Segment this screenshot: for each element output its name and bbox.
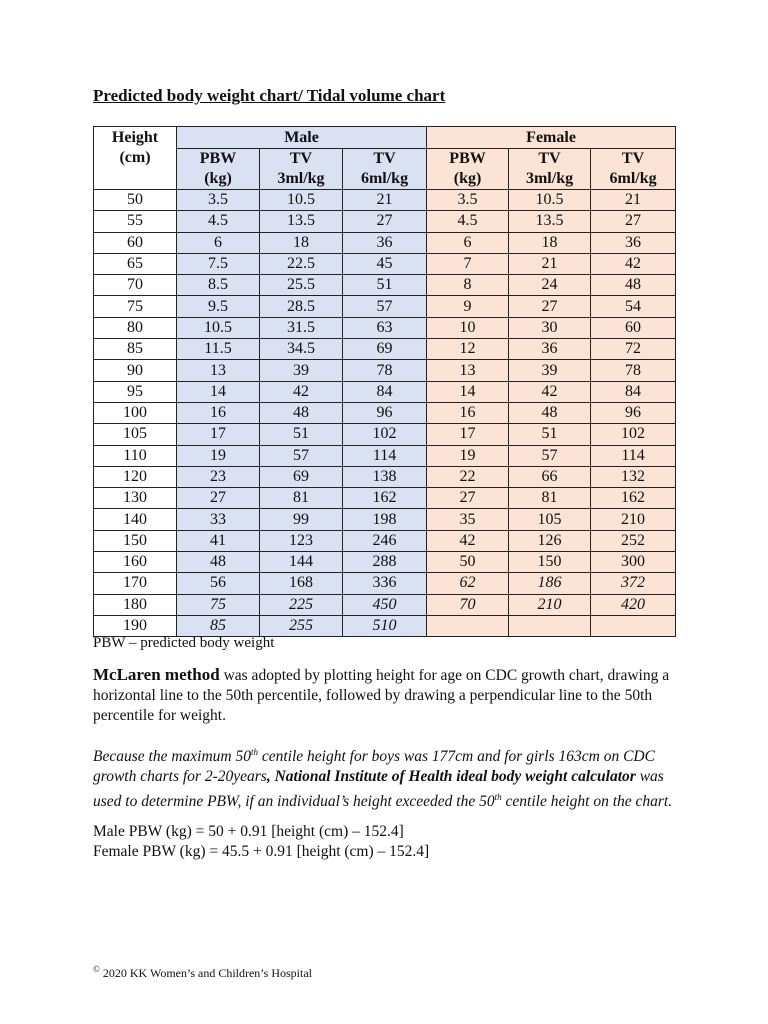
column-header-line: (kg)	[453, 170, 482, 187]
table-cell: 162	[343, 488, 427, 509]
table-cell: 70	[427, 594, 509, 615]
table-cell: 19	[177, 445, 260, 466]
table-cell: 78	[591, 360, 676, 381]
height-cell: 80	[94, 317, 177, 338]
table-cell: 16	[177, 402, 260, 423]
table-cell: 13.5	[509, 211, 591, 232]
table-cell: 138	[343, 466, 427, 487]
table-cell: 144	[260, 552, 343, 573]
table-cell: 11.5	[177, 339, 260, 360]
table-cell: 12	[427, 339, 509, 360]
height-cell: 50	[94, 190, 177, 211]
table-cell: 39	[509, 360, 591, 381]
table-cell: 27	[591, 211, 676, 232]
table-cell: 84	[343, 381, 427, 402]
table-cell: 81	[260, 488, 343, 509]
table-cell: 31.5	[260, 317, 343, 338]
table-cell: 13	[427, 360, 509, 381]
table-cell: 246	[343, 530, 427, 551]
height-cell: 100	[94, 402, 177, 423]
table-cell: 48	[509, 402, 591, 423]
table-cell: 102	[591, 424, 676, 445]
height-cell: 180	[94, 594, 177, 615]
centile-sup-2: th	[494, 792, 502, 803]
table-cell: 21	[509, 253, 591, 274]
column-header-line: 3ml/kg	[525, 170, 574, 187]
table-cell: 450	[343, 594, 427, 615]
centile-sup-1: th	[250, 747, 258, 757]
table-cell: 51	[509, 424, 591, 445]
table-row	[94, 445, 676, 466]
table-cell: 27	[427, 488, 509, 509]
table-row	[94, 232, 676, 253]
table-cell: 51	[260, 424, 343, 445]
centile-text-b: centile height for boys was 177cm and for girls 163cm on CDC growth charts for 2-20years	[93, 748, 655, 786]
table-cell: 14	[177, 381, 260, 402]
table-cell: 81	[509, 488, 591, 509]
height-cell: 170	[94, 573, 177, 594]
table-cell: 225	[260, 594, 343, 615]
table-cell: 23	[177, 466, 260, 487]
table-cell: 13.5	[260, 211, 343, 232]
table-cell: 99	[260, 509, 343, 530]
table-row	[94, 381, 676, 402]
height-cell: 120	[94, 466, 177, 487]
column-header	[343, 149, 427, 190]
table-cell: 114	[591, 445, 676, 466]
table-cell: 3.5	[177, 190, 260, 211]
table-cell	[591, 615, 676, 636]
table-cell: 48	[260, 402, 343, 423]
table-cell: 34.5	[260, 339, 343, 360]
table-cell: 48	[177, 552, 260, 573]
table-cell: 78	[343, 360, 427, 381]
column-header-line: TV	[538, 150, 561, 167]
column-header	[591, 149, 676, 190]
page-title: Predicted body weight chart/ Tidal volume chart	[93, 86, 446, 105]
table-cell: 33	[177, 509, 260, 530]
column-header-line: PBW	[199, 150, 237, 167]
nih-calculator-bold: , National Institute of Health ideal body weight calculator	[266, 768, 636, 786]
table-cell: 372	[591, 573, 676, 594]
table-cell: 42	[509, 381, 591, 402]
table-cell: 69	[343, 339, 427, 360]
table-cell: 336	[343, 573, 427, 594]
table-cell: 10.5	[509, 190, 591, 211]
male-pbw-formula: Male PBW (kg) = 50 + 0.91 [height (cm) – 152.4]	[93, 823, 404, 840]
table-cell: 186	[509, 573, 591, 594]
table-cell: 57	[260, 445, 343, 466]
table-cell: 35	[427, 509, 509, 530]
table-cell: 132	[591, 466, 676, 487]
copyright-text: 2020 KK Women’s and Children’s Hospital	[99, 966, 312, 980]
column-header	[427, 149, 509, 190]
table-cell: 42	[260, 381, 343, 402]
table-cell: 8.5	[177, 275, 260, 296]
mclaren-bold: McLaren method	[93, 665, 220, 684]
table-row	[94, 275, 676, 296]
centile-text-d: if an individual’s height exceeded the 50	[245, 793, 495, 811]
column-header-line: PBW	[449, 150, 486, 167]
table-cell: 21	[343, 190, 427, 211]
table-cell: 51	[343, 275, 427, 296]
table-cell: 45	[343, 253, 427, 274]
table-cell: 510	[343, 615, 427, 636]
table-cell: 18	[260, 232, 343, 253]
table-cell: 57	[509, 445, 591, 466]
table-cell: 126	[509, 530, 591, 551]
table-cell: 21	[591, 190, 676, 211]
column-header-line: TV	[373, 150, 396, 167]
pbw-tidal-volume-table	[93, 126, 676, 637]
table-cell: 41	[177, 530, 260, 551]
column-header	[509, 149, 591, 190]
table-cell: 60	[591, 317, 676, 338]
table-cell: 210	[591, 509, 676, 530]
table-cell: 6	[427, 232, 509, 253]
table-cell: 63	[343, 317, 427, 338]
height-cell: 130	[94, 488, 177, 509]
column-header-line: 3ml/kg	[277, 170, 325, 187]
column-header-line: TV	[621, 150, 645, 167]
table-cell: 168	[260, 573, 343, 594]
table-row	[94, 466, 676, 487]
table-cell: 30	[509, 317, 591, 338]
mclaren-text: was adopted by plotting height for age on CDC growth chart, drawing a horizontal line to the 50th percentile, followed by drawing a perpendicular line to the 50th percentile for weight.	[93, 667, 670, 724]
table-cell: 16	[427, 402, 509, 423]
mclaren-paragraph	[93, 665, 683, 726]
table-cell: 96	[591, 402, 676, 423]
column-header-line: 6ml/kg	[360, 170, 409, 187]
column-header	[260, 149, 343, 190]
centile-text-a: Because the maximum 50	[93, 748, 251, 766]
table-cell: 57	[343, 296, 427, 317]
height-header-unit: (cm)	[119, 149, 151, 166]
table-cell: 114	[343, 445, 427, 466]
table-cell: 10.5	[177, 317, 260, 338]
table-row	[94, 211, 676, 232]
table-cell: 9	[427, 296, 509, 317]
table-row	[94, 552, 676, 573]
column-header	[177, 149, 260, 190]
table-cell: 42	[427, 530, 509, 551]
table-cell: 85	[177, 615, 260, 636]
table-cell: 42	[591, 253, 676, 274]
table-row	[94, 190, 676, 211]
column-header-line: TV	[289, 150, 313, 167]
table-cell: 255	[260, 615, 343, 636]
height-cell: 110	[94, 445, 177, 466]
table-cell: 420	[591, 594, 676, 615]
table-cell: 17	[427, 424, 509, 445]
table-row	[94, 573, 676, 594]
table-row	[94, 317, 676, 338]
table-cell: 25.5	[260, 275, 343, 296]
table-cell: 69	[260, 466, 343, 487]
table-cell: 36	[591, 232, 676, 253]
table-cell: 96	[343, 402, 427, 423]
table-cell: 54	[591, 296, 676, 317]
height-cell: 85	[94, 339, 177, 360]
centile-text-e: centile height on the chart.	[501, 793, 673, 811]
table-cell: 48	[591, 275, 676, 296]
height-cell: 190	[94, 615, 177, 636]
table-row	[94, 615, 676, 636]
centile-text-c: was used to determine PBW,	[93, 768, 664, 811]
height-cell: 65	[94, 253, 177, 274]
table-row	[94, 339, 676, 360]
column-header-line: (kg)	[204, 170, 232, 187]
table-cell: 39	[260, 360, 343, 381]
table-cell: 66	[509, 466, 591, 487]
table-cell: 62	[427, 573, 509, 594]
table-cell: 17	[177, 424, 260, 445]
table-cell: 36	[509, 339, 591, 360]
height-cell: 105	[94, 424, 177, 445]
table-cell: 27	[343, 211, 427, 232]
height-cell: 55	[94, 211, 177, 232]
height-cell: 140	[94, 509, 177, 530]
table-cell: 22	[427, 466, 509, 487]
table-cell: 210	[509, 594, 591, 615]
table-cell: 22.5	[260, 253, 343, 274]
female-group-header: Female	[427, 127, 676, 149]
female-pbw-formula: Female PBW (kg) = 45.5 + 0.91 [height (cm) – 152.4]	[93, 843, 430, 860]
table-row	[94, 253, 676, 274]
height-header-label: Height	[111, 129, 159, 146]
height-cell: 150	[94, 530, 177, 551]
table-cell: 102	[343, 424, 427, 445]
table-cell: 150	[509, 552, 591, 573]
table-row	[94, 402, 676, 423]
table-cell: 288	[343, 552, 427, 573]
centile-paragraph	[93, 742, 683, 812]
table-cell: 4.5	[177, 211, 260, 232]
table-row	[94, 360, 676, 381]
table-cell	[509, 615, 591, 636]
copyright-footer	[93, 964, 312, 981]
column-header-line: 6ml/kg	[609, 170, 657, 187]
table-cell: 198	[343, 509, 427, 530]
table-cell: 8	[427, 275, 509, 296]
height-header	[94, 127, 177, 190]
table-row	[94, 488, 676, 509]
table-cell: 27	[509, 296, 591, 317]
table-cell: 84	[591, 381, 676, 402]
table-cell: 252	[591, 530, 676, 551]
table-cell: 13	[177, 360, 260, 381]
table-cell: 24	[509, 275, 591, 296]
table-cell: 105	[509, 509, 591, 530]
height-cell: 60	[94, 232, 177, 253]
table-cell: 123	[260, 530, 343, 551]
height-cell: 75	[94, 296, 177, 317]
table-cell: 18	[509, 232, 591, 253]
table-cell: 162	[591, 488, 676, 509]
table-cell	[427, 615, 509, 636]
table-cell: 28.5	[260, 296, 343, 317]
table-cell: 300	[591, 552, 676, 573]
table-cell: 19	[427, 445, 509, 466]
table-cell: 10.5	[260, 190, 343, 211]
table-cell: 7.5	[177, 253, 260, 274]
table-row	[94, 424, 676, 445]
table-cell: 10	[427, 317, 509, 338]
table-row	[94, 594, 676, 615]
copyright-symbol: ©	[93, 964, 100, 974]
table-row	[94, 530, 676, 551]
table-cell: 75	[177, 594, 260, 615]
table-cell: 14	[427, 381, 509, 402]
table-row	[94, 509, 676, 530]
height-cell: 70	[94, 275, 177, 296]
table-cell: 7	[427, 253, 509, 274]
table-cell: 72	[591, 339, 676, 360]
table-cell: 9.5	[177, 296, 260, 317]
table-cell: 36	[343, 232, 427, 253]
table-cell: 27	[177, 488, 260, 509]
height-cell: 95	[94, 381, 177, 402]
table-cell: 3.5	[427, 190, 509, 211]
height-cell: 160	[94, 552, 177, 573]
table-cell: 4.5	[427, 211, 509, 232]
male-group-header: Male	[177, 127, 427, 149]
table-cell: 6	[177, 232, 260, 253]
table-cell: 50	[427, 552, 509, 573]
height-cell: 90	[94, 360, 177, 381]
pbw-abbreviation-note: PBW – predicted body weight	[93, 635, 275, 651]
table-cell: 56	[177, 573, 260, 594]
table-row	[94, 296, 676, 317]
